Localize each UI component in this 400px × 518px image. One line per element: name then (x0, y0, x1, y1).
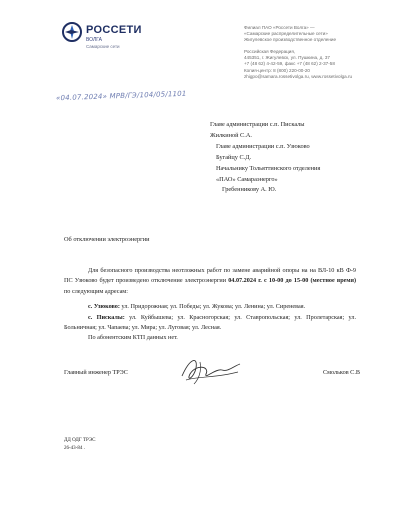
body-paragraph (64, 266, 356, 297)
outage-time: с 10-00 до 15-00 (местное время) (264, 277, 357, 285)
letterhead-line: +7 (48 62) 4-42-59, факс +7 (48 62) 2-37-58 (244, 61, 335, 67)
street-list: ул. Придорожная; ул. Победы; ул. Жукова; ул. Ленина; ул. Сиреневая. (119, 303, 306, 311)
ktp-note: По абонентским КТП данных нет. (88, 334, 178, 342)
rosseti-logo-icon (62, 22, 82, 42)
street-list: ул. Куйбышева; ул. Красногорская; ул. Ставропольская; ул. Пролетарская; ул. Больничная; ул. Чапаева; ул. Мира; ул. Луговая; ул. Лесная. (64, 313, 356, 332)
letter-subject: Об отключении электроэнергии (64, 236, 150, 243)
addressee-line: Бугайцу С.Д. (216, 153, 252, 161)
letterhead-details (244, 25, 394, 80)
outage-date: 04.07.2024 г. (228, 277, 262, 285)
letterhead-line: Филиал ПАО «Россети Волга» — (244, 25, 315, 30)
address-list-uzyukovo (64, 302, 356, 312)
letterhead-line: Российская Федерация, (244, 49, 296, 55)
handwritten-signature (176, 354, 246, 388)
footer-line: 26-43-84 . (64, 445, 85, 451)
addressee-line: Жилкиной С.А. (210, 131, 252, 139)
addressee-line: Гребенникову А. Ю. (222, 186, 277, 194)
logo-tagline: Самарские сети (86, 44, 120, 49)
letterhead-line: Жигулевское производственное отделение (244, 37, 337, 43)
body-text: Для безопасного производства неотложных работ по замене аварийной опоры на (88, 267, 308, 274)
addressee-line: Начальнику Тольяттинского отделения (216, 164, 321, 172)
letterhead-line: «Самарские распределительные сети» (244, 31, 328, 37)
addressee-line: Главе администрации с.п. Пискалы (210, 121, 305, 128)
village-label: с. Узюково: (88, 303, 120, 311)
logo-region: ВОЛГА (86, 37, 102, 43)
letter-body (64, 266, 356, 344)
address-list-piskaly (64, 313, 356, 334)
body-text: по следующим адресам: (64, 287, 128, 295)
letterhead-line: zhigpo@samara.rossetivolga.ru, www.rossetivolga.ru (244, 73, 353, 79)
letterhead-line: 445351, г. Жигулевск, ул. Пушкина, д. 37 (244, 55, 330, 61)
logo-brand: РОССЕТИ (86, 24, 142, 36)
signer-position: Главный инженер ТРЭС (64, 369, 128, 376)
footer-line: ДД ОДГ ТРЭС (64, 438, 96, 443)
company-logo (62, 22, 202, 62)
signer-name: Смольков С.В (322, 369, 360, 376)
letterhead-line: Копия-центр: 8 (800) 220-00-20 (244, 67, 310, 73)
executor-footer (64, 437, 95, 452)
body-text: на ВЛ-10 кВ Ф-9 ПС Узюково будет произведено отключение электроэнергии (64, 267, 356, 285)
village-label: с. Пискалы: (88, 313, 125, 321)
handwritten-reference: «04.07.2024» МРВ/ГЭ/104/05/1101 (55, 89, 187, 103)
addressee-line: «ПАО» Самараэнерго» (216, 175, 278, 183)
addressee-line: Главе администрации с.п. Узюково (216, 142, 310, 150)
addressee-block (210, 120, 390, 196)
